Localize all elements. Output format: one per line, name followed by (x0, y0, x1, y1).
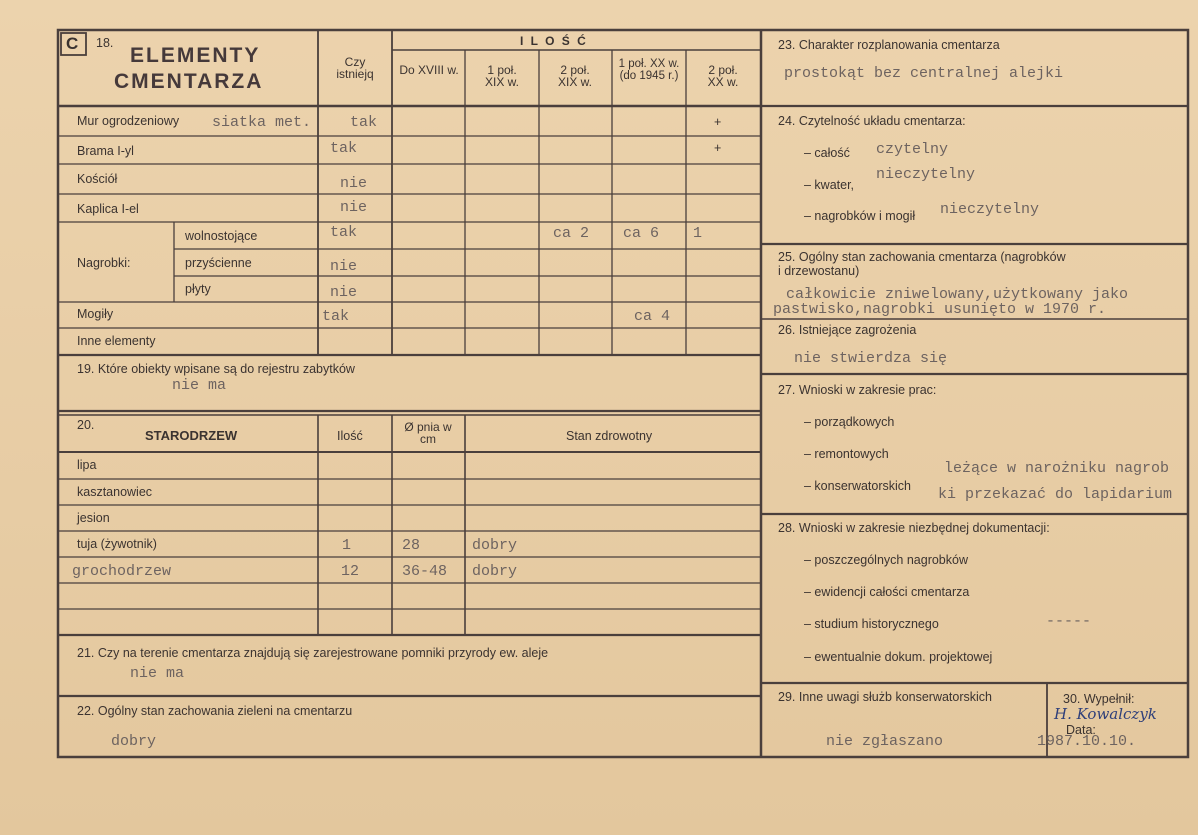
row-label-inne: Inne elementy (77, 334, 156, 348)
dok-ewidencji: – ewidencji całości cmentarza (804, 585, 970, 599)
nagrobkow-label: – nagrobków i mogił (804, 209, 916, 223)
tree-name: lipa (77, 458, 97, 472)
row-label-nagrobki: Nagrobki: (77, 256, 131, 270)
section-25-label-line2: i drzewostanu) (778, 264, 860, 278)
tree-ilosc: 1 (342, 537, 352, 554)
date-value: 1987.10.10. (1037, 733, 1137, 750)
tree-stan: dobry (472, 537, 518, 554)
row-label-mur: Mur ogrodzeniowy (77, 114, 180, 128)
kwater-label: – kwater, (804, 178, 855, 192)
tree-name: tuja (żywotnik) (77, 537, 157, 551)
col-2pol-xix: 2 poł. XIX w. (557, 63, 592, 89)
wolnostojace-2pol-xx: 1 (693, 225, 703, 242)
section-30-label: 30. Wypełnił: (1063, 692, 1135, 706)
mur-plus: + (714, 115, 722, 129)
col-1pol-xx: 1 poł. XX w. (do 1945 r.) (618, 58, 680, 82)
section-letter: C (66, 34, 79, 53)
section-27-value-line1: leżące w narożniku nagrob (944, 460, 1170, 477)
section-23-label: 23. Charakter rozplanowania cmentarza (778, 38, 1000, 52)
studium-dash: ----- (1046, 613, 1092, 630)
section-20-number: 20. (77, 418, 95, 432)
section-19-value: nie ma (172, 377, 227, 394)
section-23-value: prostokąt bez centralnej alejki (784, 65, 1064, 82)
kwater-value: nieczytelny (876, 166, 976, 183)
row-label-kosciol: Kościół (77, 172, 118, 186)
prace-porzadkowych: – porządkowych (804, 415, 895, 429)
wolnostojace-1pol-xx: ca 6 (623, 225, 660, 242)
col-1pol-xix: 1 poł. XIX w. (484, 63, 519, 89)
col-2pol-xx: 2 poł. XX w. (707, 63, 739, 89)
row-label-mogily: Mogiły (77, 307, 114, 321)
row-label-kaplica: Kaplica I-el (77, 202, 139, 216)
mur-czy: tak (350, 114, 378, 131)
col-do-xviii: Do XVIII w. (399, 63, 459, 77)
tree-pien: 36-48 (402, 563, 448, 580)
mogily-1pol-xx: ca 4 (634, 308, 671, 325)
section-24-label: 24. Czytelność układu cmentarza: (778, 114, 966, 128)
wolnostojace-2pol-xix: ca 2 (553, 225, 590, 242)
dok-poszczegolnych: – poszczególnych nagrobków (804, 553, 968, 567)
section-27-value-line2: ki przekazać do lapidarium (938, 486, 1173, 503)
section-22-label: 22. Ogólny stan zachowania zieleni na cmentarzu (77, 704, 353, 718)
przyscienne-czy: nie (330, 258, 358, 275)
row-label-wolnostojace: wolnostojące (185, 229, 258, 243)
section-28-label: 28. Wnioski w zakresie niezbędnej dokumentacji: (778, 521, 1050, 535)
mur-note: siatka met. (212, 114, 312, 131)
row-label-przyscienne: przyścienne (185, 256, 252, 270)
plyty-czy: nie (330, 284, 358, 301)
tree-name: grochodrzew (72, 563, 172, 580)
prace-remontowych: – remontowych (804, 447, 889, 461)
elements-title-line2: CMENTARZA (114, 70, 264, 93)
prace-konserwatorskich: – konserwatorskich (804, 479, 911, 493)
tree-pien: 28 (402, 537, 421, 554)
col-tree-stan: Stan zdrowotny (566, 429, 653, 443)
section-26-label: 26. Istniejące zagrożenia (778, 323, 917, 337)
col-czy-istnieje: Czy istniejq (336, 55, 374, 81)
calosc-value: czytelny (876, 141, 949, 158)
section-22-value: dobry (111, 733, 157, 750)
row-label-brama: Brama I-yl (77, 144, 134, 158)
col-tree-ilosc: Ilość (337, 429, 363, 443)
section-29-value: nie zgłaszano (826, 733, 944, 750)
section-21-label: 21. Czy na terenie cmentarza znajdują się zarejestrowane pomniki przyrody ew. aleje (77, 646, 549, 660)
kosciol-czy: nie (340, 175, 368, 192)
section-27-label: 27. Wnioski w zakresie prac: (778, 383, 937, 397)
section-29-label: 29. Inne uwagi służb konserwatorskich (778, 690, 993, 704)
signature: H. Kowalczyk (1054, 705, 1157, 723)
section-21-value: nie ma (130, 665, 185, 682)
wolnostojace-czy: tak (330, 224, 358, 241)
tree-name: jesion (77, 511, 110, 525)
section-number: 18. (96, 36, 114, 50)
dok-studium: – studium historycznego (804, 617, 939, 631)
mogily-czy: tak (322, 308, 350, 325)
nagrobkow-value: nieczytelny (940, 201, 1040, 218)
date-label: Data: (1066, 723, 1096, 737)
section-25-label-line1: 25. Ogólny stan zachowania cmentarza (nagrobków (778, 250, 1066, 264)
section-26-value: nie stwierdza się (794, 350, 948, 367)
dok-projektowej: – ewentualnie dokum. projektowej (804, 650, 993, 664)
col-tree-pnia: Ø pnia w cm (404, 420, 452, 446)
tree-ilosc: 12 (341, 563, 360, 580)
section-25-value-line1: całkowicie zniwelowany,użytkowany jako (786, 286, 1129, 303)
row-label-plyty: płyty (185, 282, 211, 296)
tree-name: kasztanowiec (77, 485, 153, 499)
brama-plus: + (714, 141, 722, 155)
starodrzew-title: STARODRZEW (145, 428, 238, 443)
kaplica-czy: nie (340, 199, 368, 216)
calosc-label: – całość (804, 146, 850, 160)
brama-czy: tak (330, 140, 358, 157)
elements-title-line1: ELEMENTY (130, 44, 261, 67)
section-19-label: 19. Które obiekty wpisane są do rejestru zabytków (77, 362, 355, 376)
section-25-value-line2: pastwisko,nagrobki usunięto w 1970 r. (773, 301, 1107, 318)
col-ilosc: I L O Ś Ć (520, 34, 588, 48)
tree-stan: dobry (472, 563, 518, 580)
